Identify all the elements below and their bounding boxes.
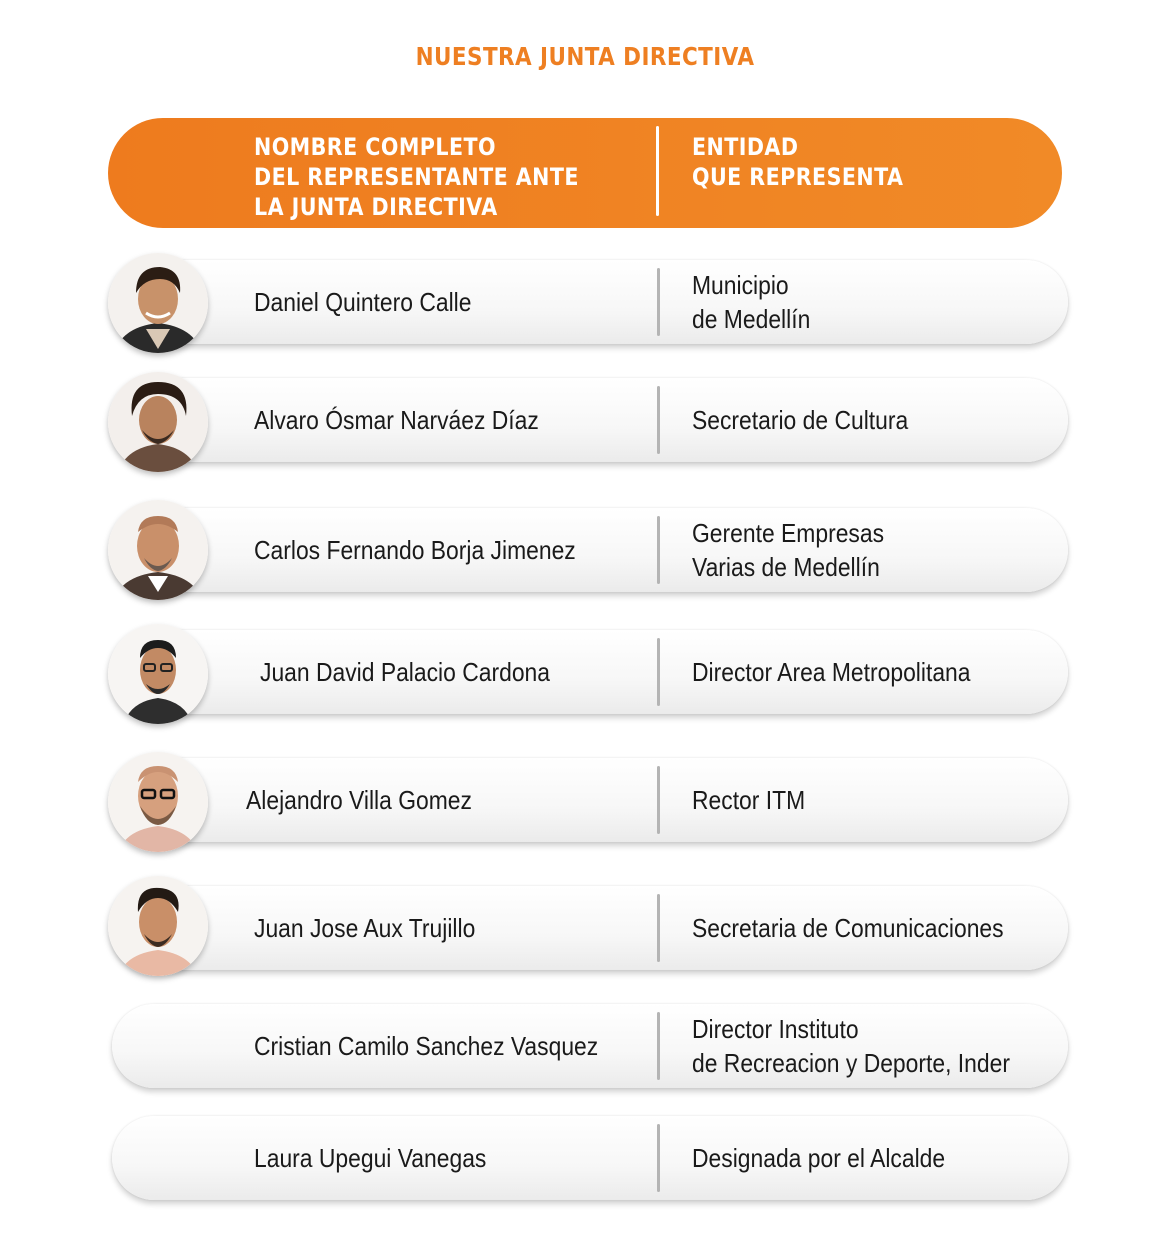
member-row [0,628,1170,738]
member-name: Daniel Quintero Calle [254,286,472,317]
member-name: Cristian Camilo Sanchez Vasquez [254,1030,599,1061]
member-photo [108,372,208,472]
header-entity-column: ENTIDAD QUE REPRESENTA [692,133,904,191]
header-divider [656,126,659,216]
member-entity: Municipio de Medellín [692,270,811,334]
table-header [108,118,1062,228]
member-row-pill [112,1116,1068,1200]
row-divider [657,1012,660,1080]
member-row [0,1114,1170,1224]
member-photo [108,500,208,600]
member-row-pill [112,378,1068,462]
member-name: Laura Upegui Vanegas [254,1142,487,1173]
member-name: Alejandro Villa Gomez [246,784,472,815]
row-divider [657,516,660,584]
row-divider [657,386,660,454]
member-row-pill [112,758,1068,842]
member-row [0,1002,1170,1112]
member-entity: Designada por el Alcalde [692,1143,946,1173]
member-name: Juan David Palacio Cardona [260,656,551,687]
row-divider [657,894,660,962]
member-row [0,258,1170,368]
member-photo [108,624,208,724]
member-row-pill [112,1004,1068,1088]
member-name: Juan Jose Aux Trujillo [254,912,476,943]
member-entity: Gerente Empresas Varias de Medellín [692,518,885,582]
member-entity: Director Area Metropolitana [692,657,971,687]
member-entity: Secretaria de Comunicaciones [692,913,1004,943]
member-row-pill [112,886,1068,970]
row-divider [657,638,660,706]
member-name: Carlos Fernando Borja Jimenez [254,534,576,565]
row-divider [657,268,660,336]
page-title: NUESTRA JUNTA DIRECTIVA [415,42,755,71]
member-row [0,376,1170,486]
member-row [0,884,1170,994]
member-photo [108,253,208,353]
member-name: Alvaro Ósmar Narváez Díaz [254,404,539,435]
member-row-pill [112,630,1068,714]
member-photo [108,752,208,852]
row-divider [657,766,660,834]
member-row-pill [112,260,1068,344]
member-entity: Rector ITM [692,785,806,815]
header-name-column: NOMBRE COMPLETO DEL REPRESENTANTE ANTE LA JUNTA DIRECTIVA [254,133,579,221]
member-entity: Director Instituto de Recreacion y Deporte, Inder [692,1014,1010,1078]
member-entity: Secretario de Cultura [692,405,909,435]
member-photo [108,876,208,976]
member-row [0,506,1170,616]
member-row [0,756,1170,866]
member-row-pill [112,508,1068,592]
row-divider [657,1124,660,1192]
